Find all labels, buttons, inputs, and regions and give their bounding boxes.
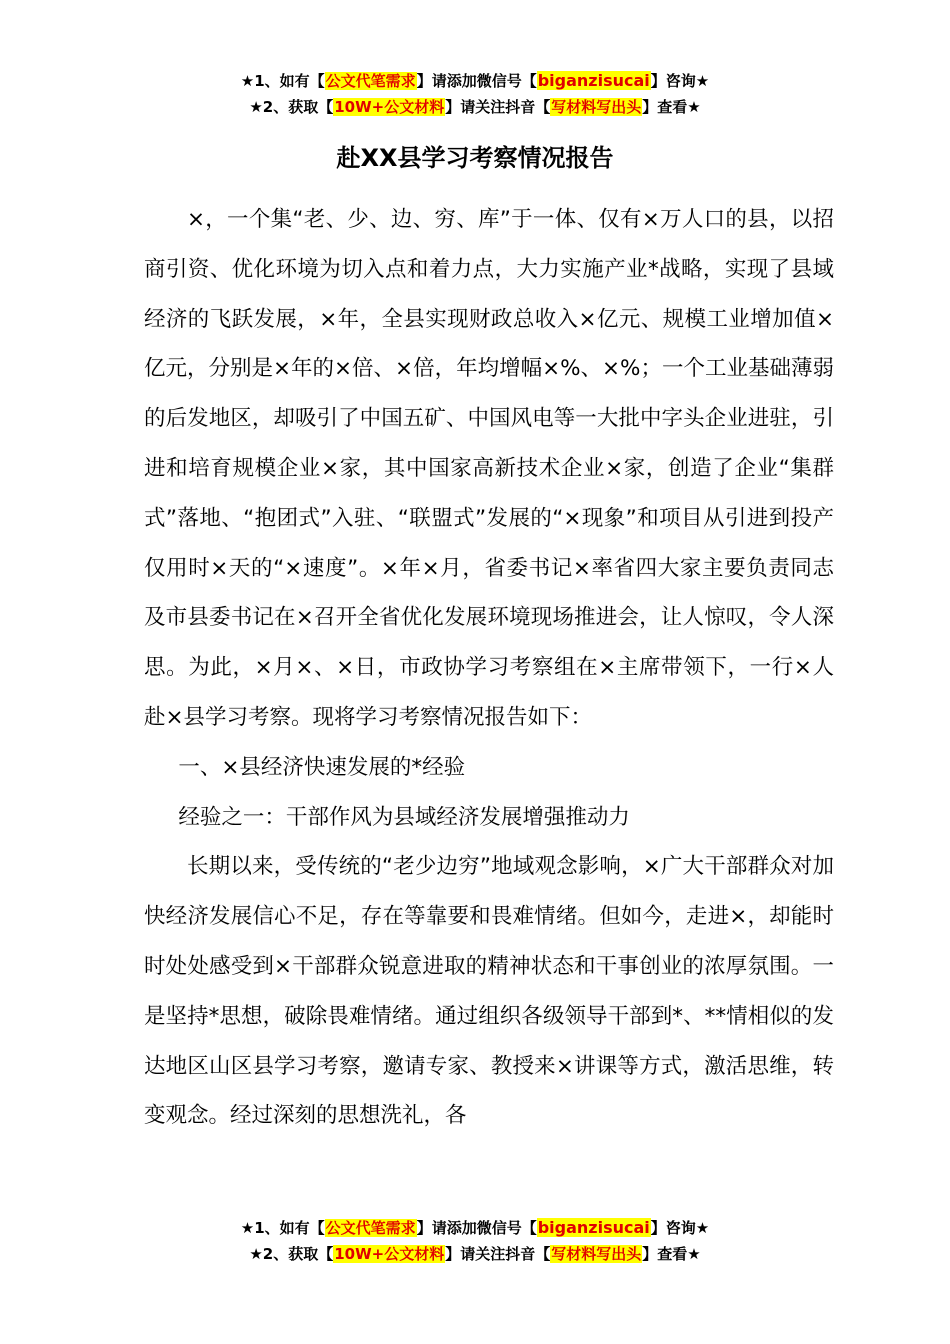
highlight-materials: 10W+公文材料 bbox=[334, 98, 445, 116]
banner-line1-prefix: ★1、如有【 bbox=[240, 72, 325, 90]
highlight-douyin-account: 写材料写出头 bbox=[551, 98, 642, 116]
highlight-wechat-id: biganzisucai bbox=[537, 71, 650, 90]
banner-line-2 bbox=[0, 1241, 950, 1267]
banner-line1-suffix: 】咨询★ bbox=[650, 1219, 710, 1237]
banner-line2-mid: 】请关注抖音【 bbox=[445, 98, 551, 116]
banner-line-1 bbox=[0, 1215, 950, 1241]
intro-paragraph: ×，一个集“老、少、边、穷、库”于一体、仅有×万人口的县，以招商引资、优化环境为切入点和着力点，大力实施产业*战略，实现了县域经济的飞跃发展，×年，全县实现财政总收入×亿元、规模工业增加值×亿元，分别是×年的×倍、×倍，年均增幅×%、×%；一个工业基础薄弱的后发地区，却吸引了中国五矿、中国风电等一大批中字头企业进驻，引进和培育规模企业×家，其中国家高新技术企业×家，创造了企业“集群式”落地、“抱团式”入驻、“联盟式”发展的“×现象”和项目从引进到投产仅用时×天的“×速度”。×年×月，省委书记×率省四大家主要负责同志及市县委书记在×召开全省优化发展环境现场推进会，让人惊叹，令人深思。为此，×月×、×日，市政协学习考察组在×主席带领下，一行×人赴×县学习考察。现将学习考察情况报告如下： bbox=[144, 207, 834, 730]
banner-line-1 bbox=[0, 68, 950, 94]
banner-line2-prefix: ★2、获取【 bbox=[249, 1245, 334, 1263]
banner-line1-mid: 】请添加微信号【 bbox=[416, 72, 537, 90]
subsection-heading: 经验之一：干部作风为县域经济发展增强推动力 bbox=[178, 804, 630, 830]
body-paragraph: 长期以来，受传统的“老少边穷”地域观念影响，×广大干部群众对加快经济发展信心不足，存在等靠要和畏难情绪。但如今，走进×，却能时时处处感受到×干部群众锐意进取的精神状态和干事创业的浓厚氛围。一是坚持*思想，破除畏难情绪。通过组织各级领导干部到*、**情相似的发达地区山区县学习考察，邀请专家、教授来×讲课等方式，激活思维，转变观念。经过深刻的思想洗礼，各 bbox=[144, 854, 834, 1129]
banner-line2-prefix: ★2、获取【 bbox=[249, 98, 334, 116]
banner-line2-suffix: 】查看★ bbox=[642, 98, 701, 116]
highlight-douyin-account: 写材料写出头 bbox=[551, 1245, 642, 1263]
highlight-service: 公文代笔需求 bbox=[325, 72, 416, 90]
highlight-wechat-id: biganzisucai bbox=[537, 1218, 650, 1237]
highlight-service: 公文代笔需求 bbox=[325, 1219, 416, 1237]
highlight-materials: 10W+公文材料 bbox=[334, 1245, 445, 1263]
banner-line-2 bbox=[0, 94, 950, 120]
banner-line2-suffix: 】查看★ bbox=[642, 1245, 701, 1263]
header-banner bbox=[0, 68, 950, 120]
footer-banner bbox=[0, 1215, 950, 1267]
section-heading: 一、×县经济快速发展的*经验 bbox=[178, 754, 466, 780]
banner-line2-mid: 】请关注抖音【 bbox=[445, 1245, 551, 1263]
banner-line1-prefix: ★1、如有【 bbox=[240, 1219, 325, 1237]
document-title: 赴XX县学习考察情况报告 bbox=[336, 144, 614, 172]
document-body bbox=[144, 195, 834, 1141]
banner-line1-suffix: 】咨询★ bbox=[650, 72, 710, 90]
banner-line1-mid: 】请添加微信号【 bbox=[416, 1219, 537, 1237]
